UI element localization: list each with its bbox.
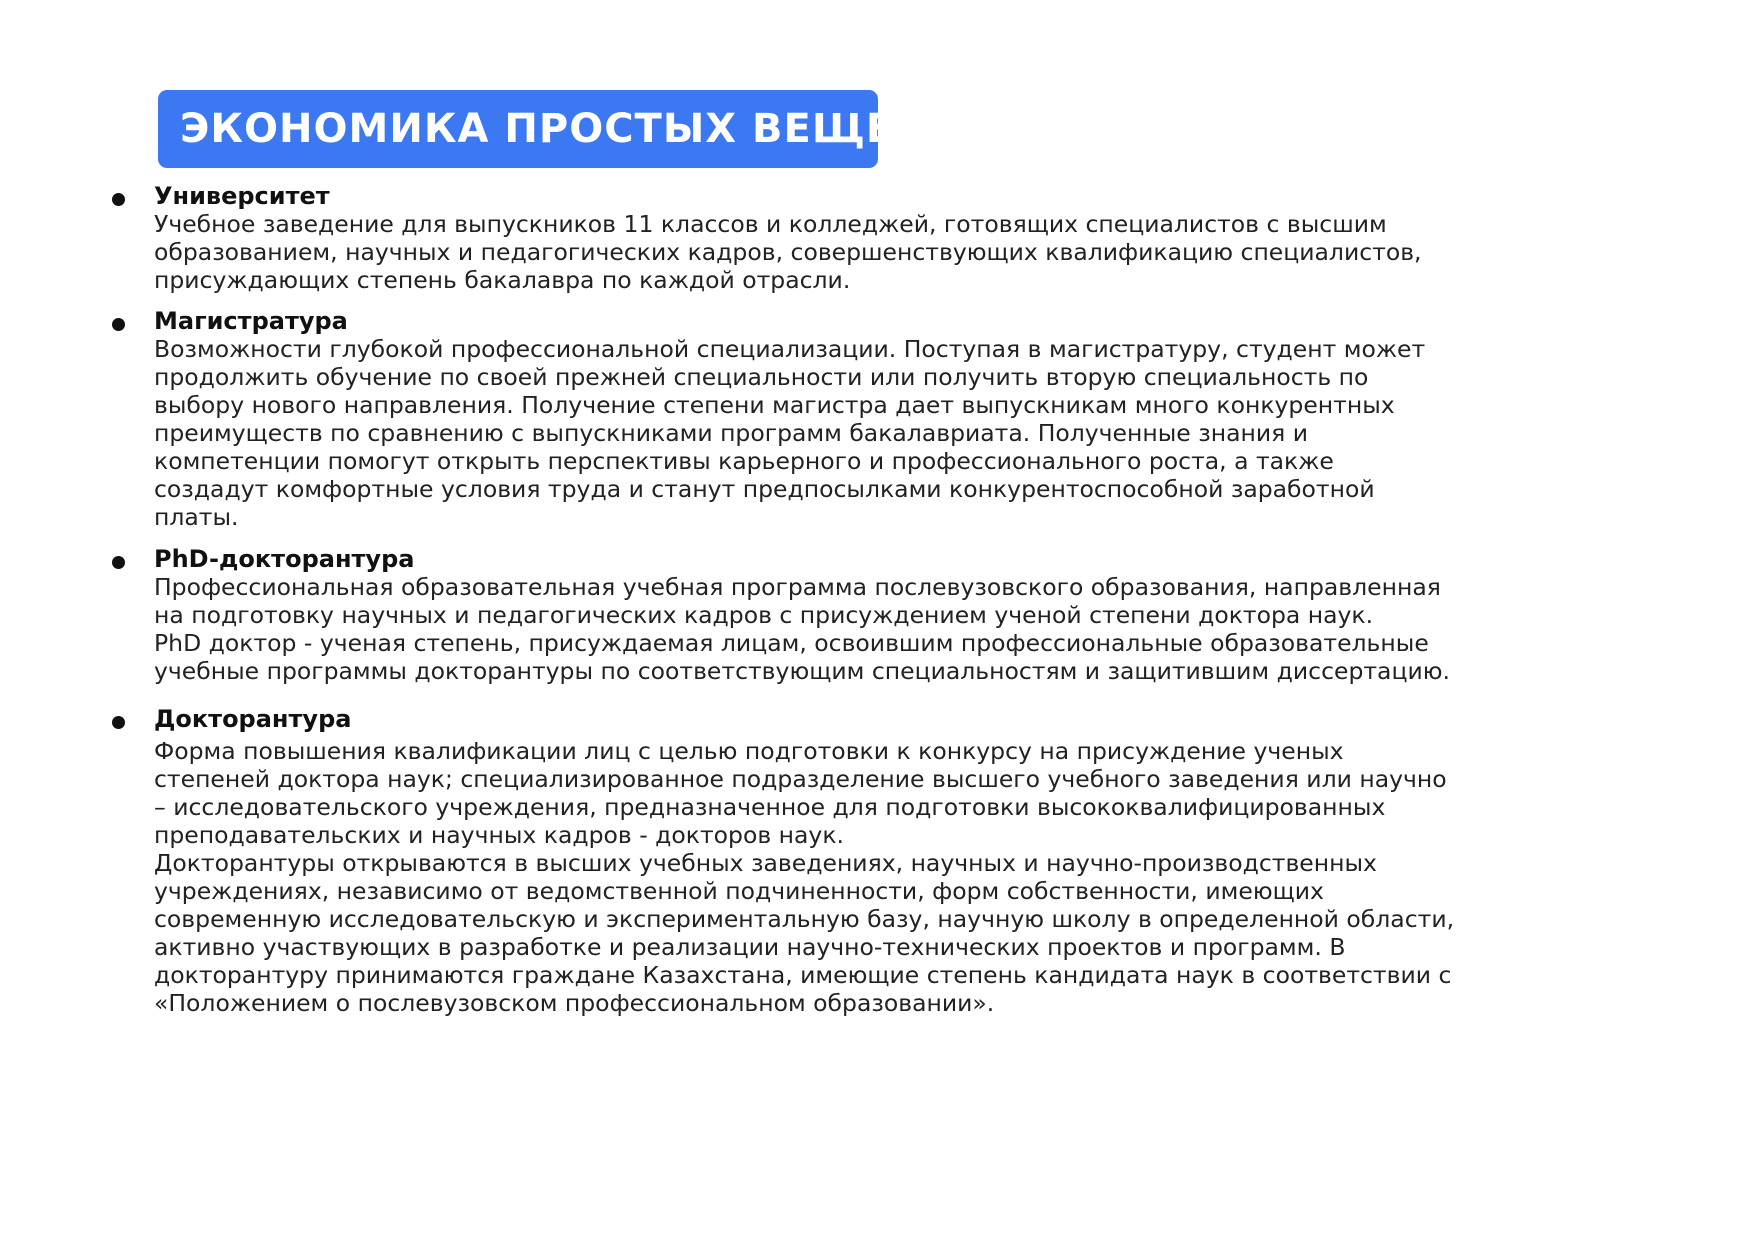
description-line: современную исследовательскую и экспериментальную базу, научную школу в определенной области,: [154, 905, 1455, 933]
description-line: преподавательских и научных кадров - докторов наук.: [154, 821, 845, 849]
term-doctorate: [154, 705, 1674, 1017]
term-heading: Университет: [154, 182, 330, 210]
description-line: образованием, научных и педагогических кадров, совершенствующих квалификацию специалистов,: [154, 238, 1422, 266]
term-description: [154, 210, 1674, 294]
term-university: [154, 182, 1674, 294]
description-line: учреждениях, независимо от ведомственной подчиненности, форм собственности, имеющих: [154, 877, 1324, 905]
bullet-icon: [112, 193, 125, 206]
description-line: создадут комфортные условия труда и станут предпосылками конкурентоспособной заработной: [154, 475, 1375, 503]
description-line: – исследовательского учреждения, предназначенное для подготовки высококвалифицированных: [154, 793, 1386, 821]
bullet-icon: [112, 556, 125, 569]
description-line: выбору нового направления. Получение степени магистра дает выпускникам много конкурентных: [154, 391, 1395, 419]
description-line: присуждающих степень бакалавра по каждой отрасли.: [154, 266, 851, 294]
term-heading: Магистратура: [154, 307, 348, 335]
term-description: [154, 335, 1674, 531]
term-masters: [154, 307, 1674, 531]
term-phd: [154, 545, 1674, 685]
description-line: Учебное заведение для выпускников 11 классов и колледжей, готовящих специалистов с высшим: [154, 210, 1387, 238]
description-line: на подготовку научных и педагогических кадров с присуждением ученой степени доктора наук.: [154, 601, 1374, 629]
term-description: [154, 737, 1674, 1017]
term-description: [154, 573, 1674, 685]
description-line: степеней доктора наук; специализированное подразделение высшего учебного заведения или научно: [154, 765, 1447, 793]
description-line: активно участвующих в разработке и реализации научно-технических проектов и программ. В: [154, 933, 1346, 961]
description-line: учебные программы докторантуры по соответствующим специальностям и защитившим диссертацию.: [154, 657, 1450, 685]
bullet-icon: [112, 716, 125, 729]
description-line: докторантуру принимаются граждане Казахстана, имеющие степень кандидата наук в соответствии с: [154, 961, 1452, 989]
description-line: Форма повышения квалификации лиц с целью подготовки к конкурсу на присуждение ученых: [154, 737, 1344, 765]
term-heading: Докторантура: [154, 705, 352, 733]
page-title: ЭКОНОМИКА ПРОСТЫХ ВЕЩЕЙ: [180, 106, 929, 152]
description-line: Профессиональная образовательная учебная программа послевузовского образования, направленная: [154, 573, 1441, 601]
bullet-icon: [112, 318, 125, 331]
description-line: компетенции помогут открыть перспективы карьерного и профессионального роста, а также: [154, 447, 1334, 475]
description-line: «Положением о послевузовском профессиональном образовании».: [154, 989, 995, 1017]
description-line: Докторантуры открываются в высших учебных заведениях, научных и научно-производственных: [154, 849, 1377, 877]
description-line: Возможности глубокой профессиональной специализации. Поступая в магистратуру, студент может: [154, 335, 1426, 363]
term-heading: PhD-докторантура: [154, 545, 415, 573]
title-banner: [158, 90, 929, 168]
description-line: продолжить обучение по своей прежней специальности или получить вторую специальность по: [154, 363, 1369, 391]
description-line: PhD доктор - ученая степень, присуждаемая лицам, освоившим профессиональные образовательные: [154, 629, 1429, 657]
description-line: платы.: [154, 503, 239, 531]
description-line: преимуществ по сравнению с выпускниками программ бакалавриата. Полученные знания и: [154, 419, 1309, 447]
